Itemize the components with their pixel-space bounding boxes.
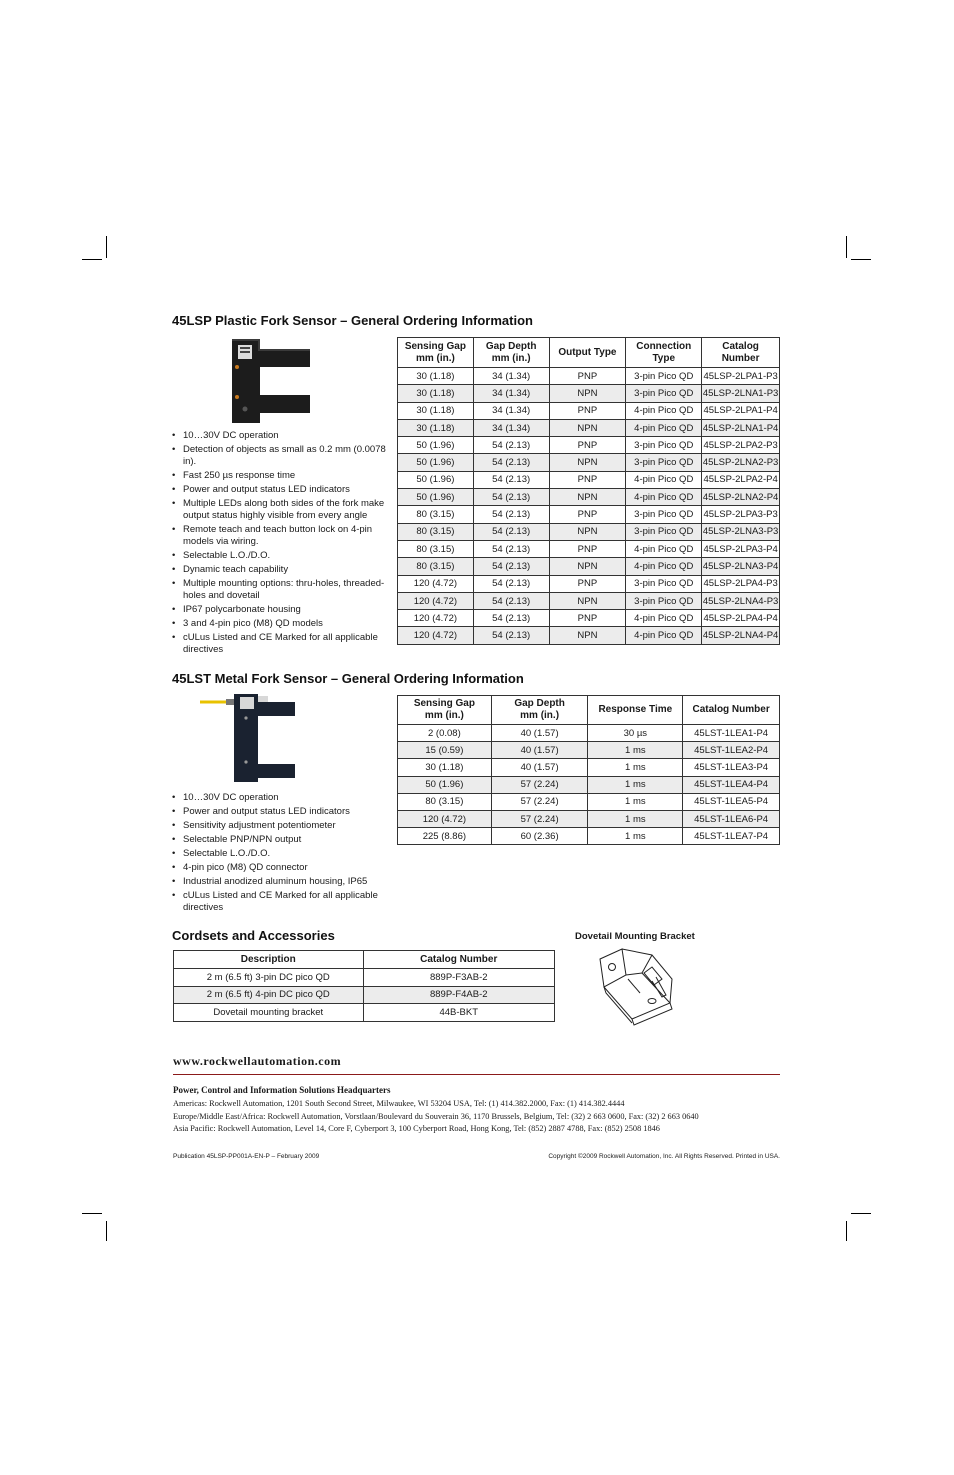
column-header	[398, 338, 474, 368]
table-cell: 54 (2.13)	[473, 471, 549, 488]
column-header	[683, 696, 780, 725]
table-row	[398, 742, 780, 759]
table-cell: 80 (3.15)	[398, 558, 474, 575]
table-cell: 3-pin Pico QD	[626, 523, 702, 540]
table-cell: 40 (1.57)	[491, 742, 588, 759]
metal-section-title: 45LST Metal Fork Sensor – General Ordering Information	[172, 671, 524, 686]
table-row	[398, 592, 780, 609]
feature-item: • Detection of objects as small as 0.2 mm (0.0078 in).	[172, 444, 388, 468]
table-cell: 15 (0.59)	[398, 742, 492, 759]
table-row	[398, 776, 780, 793]
table-cell: Dovetail mounting bracket	[174, 1004, 364, 1022]
table-cell: 4-pin Pico QD	[626, 489, 702, 506]
feature-item: • Power and output status LED indicators	[172, 806, 388, 818]
table-cell: 50 (1.96)	[398, 454, 474, 471]
crop-mark	[82, 1213, 102, 1214]
table-cell: PNP	[549, 540, 626, 557]
column-header-line: Type	[652, 352, 676, 364]
table-cell: 1 ms	[588, 742, 683, 759]
feature-item: • Multiple mounting options: thru-holes, threaded-holes and dovetail	[172, 578, 388, 602]
column-header-line: Number	[721, 352, 760, 364]
feature-item: • 4-pin pico (M8) QD connector	[172, 862, 388, 874]
table-cell: 45LSP-2LPA1-P4	[702, 402, 780, 419]
table-cell: 1 ms	[588, 810, 683, 827]
feature-item: • cULus Listed and CE Marked for all applicable directives	[172, 890, 388, 914]
column-header-line: Gap Depth	[485, 340, 537, 352]
table-cell: NPN	[549, 627, 626, 644]
feature-item: • 10…30V DC operation	[172, 430, 388, 442]
table-cell: 30 (1.18)	[398, 419, 474, 436]
copyright: Copyright ©2009 Rockwell Automation, Inc. All Rights Reserved. Printed in USA.	[548, 1153, 780, 1160]
column-header	[626, 338, 702, 368]
table-row	[398, 506, 780, 523]
table-cell: 45LSP-2LPA4-P3	[702, 575, 780, 592]
plastic-fork-sensor-image	[228, 337, 314, 425]
table-cell: 1 ms	[588, 828, 683, 845]
table-cell: 50 (1.96)	[398, 776, 492, 793]
table-cell: 2 (0.08)	[398, 725, 492, 742]
table-cell: 30 (1.18)	[398, 385, 474, 402]
table-cell: 45LSP-2LPA1-P3	[702, 368, 780, 385]
table-cell: 4-pin Pico QD	[626, 558, 702, 575]
table-cell: 3-pin Pico QD	[626, 385, 702, 402]
table-row	[398, 540, 780, 557]
column-header-line: Sensing Gap	[404, 340, 466, 352]
table-cell: 50 (1.96)	[398, 437, 474, 454]
table-cell: 45LSP-2LNA3-P3	[702, 523, 780, 540]
footer-rule	[173, 1074, 780, 1075]
plastic-features-list	[172, 430, 388, 658]
column-header-line: mm (in.)	[491, 352, 531, 364]
column-header	[398, 696, 492, 725]
table-cell: 34 (1.34)	[473, 368, 549, 385]
table-cell: 45LSP-2LNA2-P4	[702, 489, 780, 506]
table-cell: NPN	[549, 523, 626, 540]
table-cell: NPN	[549, 592, 626, 609]
column-header-line: Sensing Gap	[413, 698, 475, 709]
table-cell: 45LSP-2LPA2-P3	[702, 437, 780, 454]
feature-item: • Remote teach and teach button lock on 4-pin models via wiring.	[172, 524, 388, 548]
column-header-line: Catalog	[722, 340, 759, 352]
table-cell: 54 (2.13)	[473, 540, 549, 557]
table-row	[398, 793, 780, 810]
table-cell: 3-pin Pico QD	[626, 454, 702, 471]
table-cell: 4-pin Pico QD	[626, 610, 702, 627]
table-cell: 889P-F3AB-2	[363, 969, 554, 987]
table-cell: NPN	[549, 489, 626, 506]
column-header	[702, 338, 780, 368]
table-cell: 30 µs	[588, 725, 683, 742]
feature-item: • Selectable PNP/NPN output	[172, 834, 388, 846]
table-cell: 57 (2.24)	[491, 776, 588, 793]
table-cell: 80 (3.15)	[398, 540, 474, 557]
table-row	[398, 558, 780, 575]
table-row	[398, 523, 780, 540]
table-cell: 45LSP-2LNA1-P4	[702, 419, 780, 436]
table-cell: 120 (4.72)	[398, 592, 474, 609]
crop-mark	[851, 1213, 871, 1214]
table-cell: 2 m (6.5 ft) 4-pin DC pico QD	[174, 986, 364, 1004]
table-cell: PNP	[549, 471, 626, 488]
table-cell: 45LSP-2LPA2-P4	[702, 471, 780, 488]
feature-item: • Multiple LEDs along both sides of the fork make output status highly visible from every angle	[172, 498, 388, 522]
table-cell: PNP	[549, 610, 626, 627]
table-cell: 80 (3.15)	[398, 523, 474, 540]
column-header-line: Output Type	[558, 346, 617, 358]
metal-fork-sensor-image	[200, 692, 300, 784]
table-cell: 34 (1.34)	[473, 402, 549, 419]
address-block	[173, 1098, 793, 1136]
column-header-line: mm (in.)	[424, 710, 464, 721]
table-cell: 45LSP-2LPA3-P4	[702, 540, 780, 557]
table-cell: 80 (3.15)	[398, 793, 492, 810]
table-cell: PNP	[549, 402, 626, 419]
address-americas: Americas: Rockwell Automation, 1201 South Second Street, Milwaukee, WI 53204 USA, Tel: (1) 414.382.2000, Fax: (1) 414.382.4444	[173, 1099, 625, 1108]
feature-item: • cULus Listed and CE Marked for all applicable directives	[172, 632, 388, 656]
table-cell: NPN	[549, 558, 626, 575]
table-cell: 30 (1.18)	[398, 759, 492, 776]
table-cell: 54 (2.13)	[473, 592, 549, 609]
column-header-line: Catalog Number	[420, 953, 498, 965]
table-cell: 4-pin Pico QD	[626, 471, 702, 488]
table-cell: 889P-F4AB-2	[363, 986, 554, 1004]
column-header-line: Response Time	[598, 704, 673, 715]
feature-item: • 10…30V DC operation	[172, 792, 388, 804]
table-cell: 45LST-1LEA5-P4	[683, 793, 780, 810]
table-cell: 60 (2.36)	[491, 828, 588, 845]
table-cell: 3-pin Pico QD	[626, 437, 702, 454]
table-cell: 45LST-1LEA1-P4	[683, 725, 780, 742]
table-cell: 44B-BKT	[363, 1004, 554, 1022]
cordsets-section-title: Cordsets and Accessories	[172, 928, 335, 943]
crop-mark	[846, 1221, 847, 1241]
table-cell: 57 (2.24)	[491, 810, 588, 827]
table-cell: 54 (2.13)	[473, 523, 549, 540]
column-header-line: mm (in.)	[415, 352, 455, 364]
table-row	[398, 437, 780, 454]
crop-mark	[106, 1221, 107, 1241]
table-cell: 3-pin Pico QD	[626, 575, 702, 592]
table-cell: 50 (1.96)	[398, 489, 474, 506]
column-header	[174, 951, 364, 969]
table-cell: 45LSP-2LNA4-P3	[702, 592, 780, 609]
table-cell: 120 (4.72)	[398, 627, 474, 644]
table-cell: 57 (2.24)	[491, 793, 588, 810]
table-row	[398, 471, 780, 488]
table-row	[398, 759, 780, 776]
table-cell: NPN	[549, 454, 626, 471]
column-header	[549, 338, 626, 368]
crop-mark	[846, 236, 847, 258]
table-header-row	[398, 338, 780, 368]
table-cell: 3-pin Pico QD	[626, 368, 702, 385]
feature-item: • Power and output status LED indicators	[172, 484, 388, 496]
table-cell: 120 (4.72)	[398, 810, 492, 827]
column-header-line: Catalog Number	[692, 704, 770, 715]
table-cell: 3-pin Pico QD	[626, 506, 702, 523]
table-row	[398, 575, 780, 592]
table-cell: 4-pin Pico QD	[626, 419, 702, 436]
table-cell: 34 (1.34)	[473, 419, 549, 436]
plastic-section-title: 45LSP Plastic Fork Sensor – General Ordering Information	[172, 313, 533, 328]
table-cell: 45LST-1LEA6-P4	[683, 810, 780, 827]
column-header	[588, 696, 683, 725]
table-cell: 54 (2.13)	[473, 575, 549, 592]
table-cell: 4-pin Pico QD	[626, 540, 702, 557]
metal-features-list	[172, 792, 388, 916]
table-cell: 4-pin Pico QD	[626, 627, 702, 644]
table-cell: PNP	[549, 368, 626, 385]
table-cell: PNP	[549, 575, 626, 592]
table-row	[398, 627, 780, 644]
table-cell: NPN	[549, 385, 626, 402]
table-cell: 45LSP-2LNA4-P4	[702, 627, 780, 644]
table-cell: 54 (2.13)	[473, 610, 549, 627]
feature-item: • Selectable L.O./D.O.	[172, 550, 388, 562]
table-cell: 120 (4.72)	[398, 575, 474, 592]
address-emea: Europe/Middle East/Africa: Rockwell Automation, Vorstlaan/Boulevard du Souverain 36, 1170 Brussels, Belgium, Tel: (32) 2 663 0600, Fax: (32) 2 663 0640	[173, 1111, 699, 1121]
table-cell: 1 ms	[588, 793, 683, 810]
crop-mark	[851, 259, 871, 260]
feature-item: • Sensitivity adjustment potentiometer	[172, 820, 388, 832]
table-row	[398, 828, 780, 845]
table-cell: 54 (2.13)	[473, 506, 549, 523]
table-cell: 45LST-1LEA2-P4	[683, 742, 780, 759]
table-cell: NPN	[549, 419, 626, 436]
table-row	[398, 419, 780, 436]
feature-item: • IP67 polycarbonate housing	[172, 604, 388, 616]
table-row	[398, 725, 780, 742]
table-cell: 45LST-1LEA3-P4	[683, 759, 780, 776]
column-header-line: Description	[240, 953, 296, 965]
table-row	[398, 489, 780, 506]
table-cell: 40 (1.57)	[491, 725, 588, 742]
table-cell: 45LSP-2LNA3-P4	[702, 558, 780, 575]
table-row	[398, 810, 780, 827]
dovetail-bracket-drawing	[592, 945, 678, 1027]
table-cell: PNP	[549, 437, 626, 454]
table-cell: 1 ms	[588, 776, 683, 793]
table-cell: 54 (2.13)	[473, 489, 549, 506]
bracket-caption: Dovetail Mounting Bracket	[575, 931, 695, 942]
table-cell: 2 m (6.5 ft) 3-pin DC pico QD	[174, 969, 364, 987]
table-cell: 54 (2.13)	[473, 558, 549, 575]
cordsets-table	[173, 950, 555, 1022]
table-cell: 225 (8.86)	[398, 828, 492, 845]
column-header-line: mm (in.)	[520, 710, 560, 721]
feature-item: • Selectable L.O./D.O.	[172, 848, 388, 860]
table-cell: 30 (1.18)	[398, 368, 474, 385]
table-row	[174, 969, 555, 987]
hq-title: Power, Control and Information Solutions Headquarters	[173, 1085, 391, 1095]
table-cell: 54 (2.13)	[473, 454, 549, 471]
feature-item: • Fast 250 µs response time	[172, 470, 388, 482]
table-cell: 45LSP-2LPA4-P4	[702, 610, 780, 627]
feature-item: • Industrial anodized aluminum housing, IP65	[172, 876, 388, 888]
table-row	[398, 402, 780, 419]
table-cell: 45LSP-2LPA3-P3	[702, 506, 780, 523]
table-cell: 45LSP-2LNA2-P3	[702, 454, 780, 471]
table-cell: PNP	[549, 506, 626, 523]
table-header-row	[398, 696, 780, 725]
table-cell: 50 (1.96)	[398, 471, 474, 488]
plastic-ordering-table	[397, 337, 780, 645]
table-row	[398, 454, 780, 471]
address-apac: Asia Pacific: Rockwell Automation, Level 14, Core F, Cyberport 3, 100 Cyberport Road, Hong Kong, Tel: (852) 2887 4788, Fax: (852) 2508 1846	[173, 1124, 660, 1133]
column-header	[363, 951, 554, 969]
table-cell: 45LST-1LEA7-P4	[683, 828, 780, 845]
table-cell: 54 (2.13)	[473, 627, 549, 644]
table-cell: 80 (3.15)	[398, 506, 474, 523]
table-row	[398, 385, 780, 402]
table-cell: 34 (1.34)	[473, 385, 549, 402]
publication-number: Publication 45LSP-PP001A-EN-P – February 2009	[173, 1153, 320, 1160]
table-cell: 45LST-1LEA4-P4	[683, 776, 780, 793]
website-link[interactable]: www.rockwellautomation.com	[173, 1054, 342, 1068]
column-header-line: Connection	[636, 340, 692, 352]
table-cell: 3-pin Pico QD	[626, 592, 702, 609]
table-row	[174, 986, 555, 1004]
table-cell: 45LSP-2LNA1-P3	[702, 385, 780, 402]
feature-item: • 3 and 4-pin pico (M8) QD models	[172, 618, 388, 630]
column-header	[491, 696, 588, 725]
feature-item: • Dynamic teach capability	[172, 564, 388, 576]
table-row	[174, 1004, 555, 1022]
table-cell: 40 (1.57)	[491, 759, 588, 776]
column-header	[473, 338, 549, 368]
table-cell: 1 ms	[588, 759, 683, 776]
crop-mark	[106, 236, 107, 258]
table-row	[398, 610, 780, 627]
crop-mark	[82, 259, 102, 260]
table-cell: 4-pin Pico QD	[626, 402, 702, 419]
table-cell: 54 (2.13)	[473, 437, 549, 454]
column-header-line: Gap Depth	[514, 698, 565, 709]
table-header-row	[174, 951, 555, 969]
table-cell: 120 (4.72)	[398, 610, 474, 627]
table-cell: 30 (1.18)	[398, 402, 474, 419]
metal-ordering-table	[397, 695, 780, 845]
table-row	[398, 368, 780, 385]
